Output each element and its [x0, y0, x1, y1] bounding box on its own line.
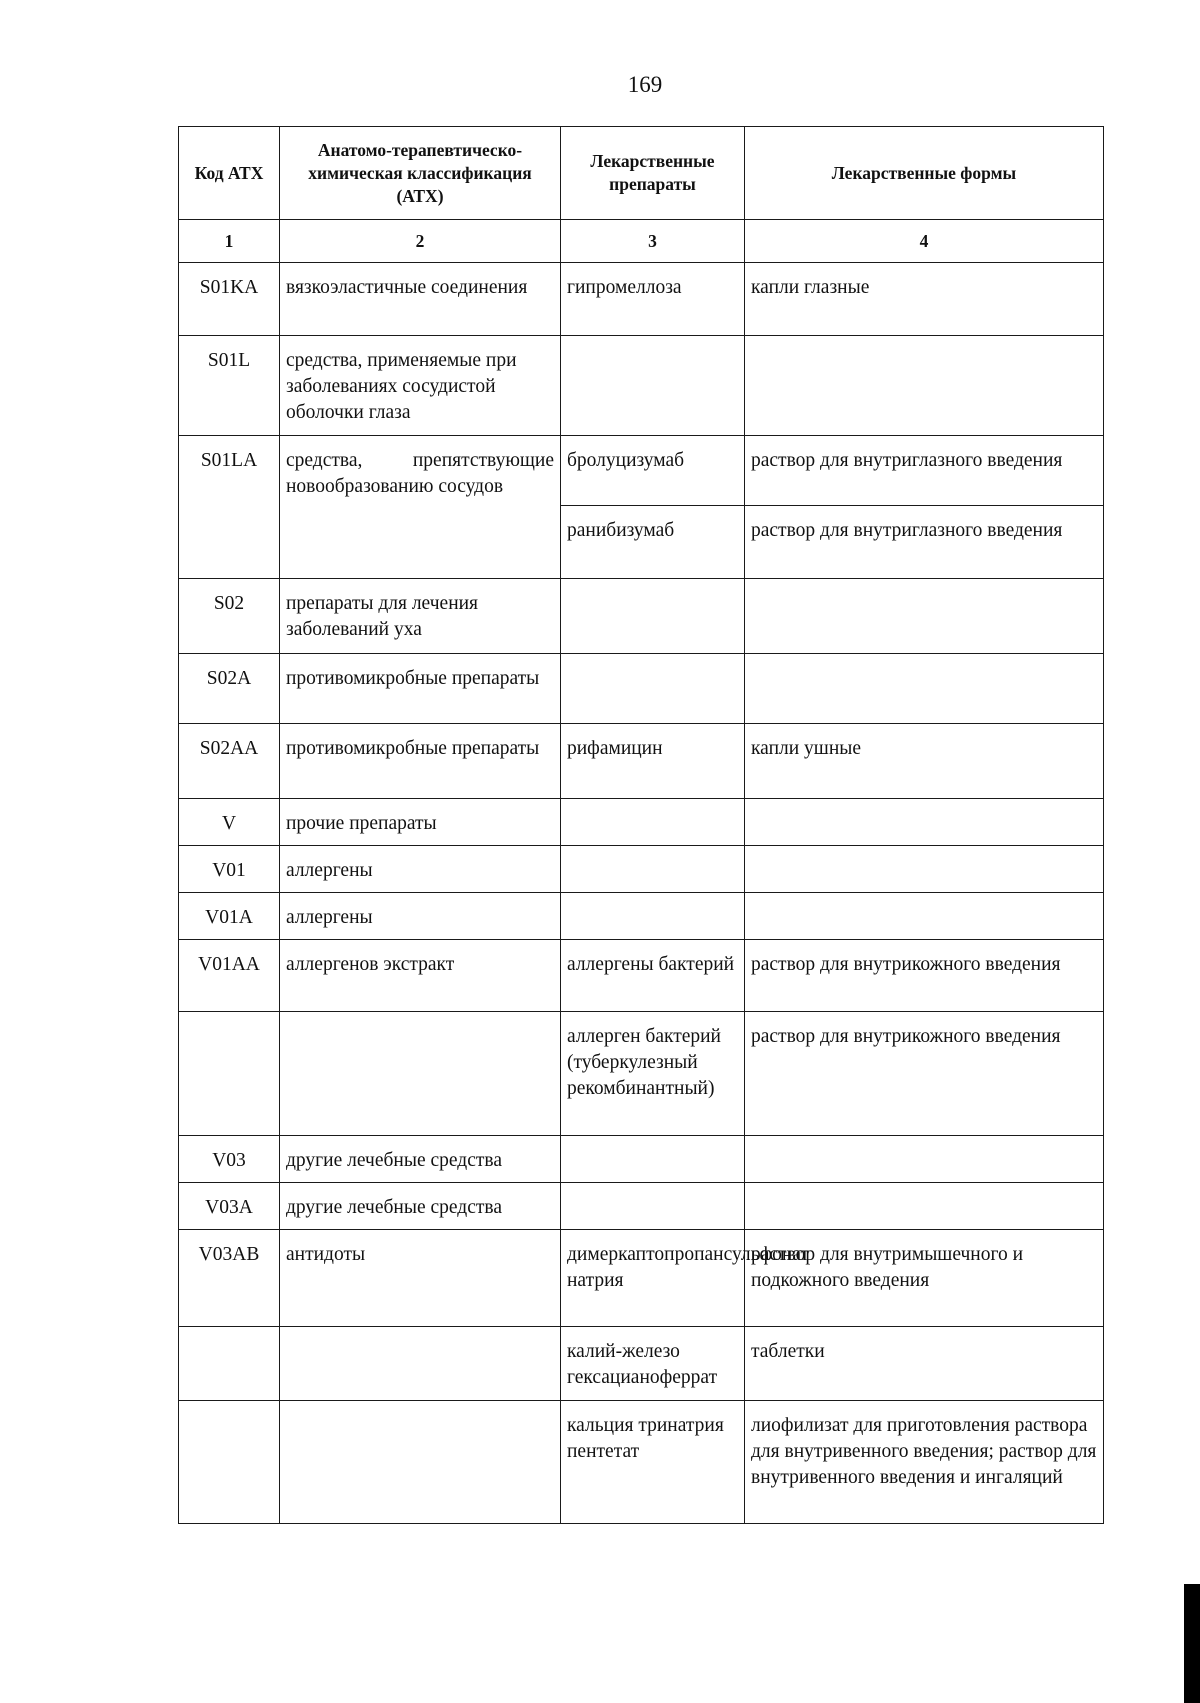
- classification-cell: средства, препятствующие новообразованию сосудов: [280, 436, 561, 579]
- atc-code-cell: V: [179, 799, 280, 846]
- drug-cell: гипромеллоза: [561, 263, 745, 336]
- table-row: [179, 724, 1104, 799]
- dosage-form-cell: раствор для внутримышечного и подкожного введения: [745, 1230, 1104, 1327]
- drug-cell: димеркаптопропансульфонат натрия: [561, 1230, 745, 1327]
- drug-cell: ранибизумаб: [561, 506, 745, 579]
- classification-cell: [280, 1401, 561, 1524]
- classification-cell: противомикробные препараты: [280, 724, 561, 799]
- drug-cell: [561, 846, 745, 893]
- dosage-form-cell: [745, 336, 1104, 436]
- table-row: [179, 1327, 1104, 1401]
- classification-cell: вязкоэластичные соединения: [280, 263, 561, 336]
- atc-code-cell: V01: [179, 846, 280, 893]
- atc-code-cell: S01KA: [179, 263, 280, 336]
- header-dosage-forms: Лекарственные формы: [745, 127, 1104, 220]
- header-atc-code: Код АТХ: [179, 127, 280, 220]
- drug-cell: [561, 579, 745, 654]
- classification-cell: антидоты: [280, 1230, 561, 1327]
- header-atc-classification: Анатомо-терапевтическо-химическая классификация (АТХ): [280, 127, 561, 220]
- drug-cell: [561, 336, 745, 436]
- column-number: 1: [179, 220, 280, 263]
- table-row: [179, 893, 1104, 940]
- atc-code-cell: S02: [179, 579, 280, 654]
- table-row: [179, 1012, 1104, 1136]
- table-row: [179, 654, 1104, 724]
- column-number: 4: [745, 220, 1104, 263]
- classification-cell: [280, 1012, 561, 1136]
- drug-cell: [561, 1136, 745, 1183]
- drug-cell: кальция тринатрия пентетат: [561, 1401, 745, 1524]
- dosage-form-cell: капли глазные: [745, 263, 1104, 336]
- drug-cell: бролуцизумаб: [561, 436, 745, 506]
- classification-cell: аллергенов экстракт: [280, 940, 561, 1012]
- atc-code-cell: [179, 1401, 280, 1524]
- dosage-form-cell: [745, 579, 1104, 654]
- page-number: 169: [627, 72, 663, 97]
- column-number: 2: [280, 220, 561, 263]
- atc-code-cell: V03AB: [179, 1230, 280, 1327]
- classification-cell: аллергены: [280, 893, 561, 940]
- atc-code-cell: S02A: [179, 654, 280, 724]
- table-row: [179, 846, 1104, 893]
- classification-cell: другие лечебные средства: [280, 1183, 561, 1230]
- table-row: [179, 1230, 1104, 1327]
- drug-cell: рифамицин: [561, 724, 745, 799]
- atc-code-cell: V03: [179, 1136, 280, 1183]
- atc-code-cell: V03A: [179, 1183, 280, 1230]
- atc-table: [178, 126, 1104, 1524]
- header-row: [179, 127, 1104, 220]
- atc-code-cell: S02AA: [179, 724, 280, 799]
- dosage-form-cell: [745, 654, 1104, 724]
- dosage-form-cell: таблетки: [745, 1327, 1104, 1401]
- classification-cell: средства, применяемые при заболеваниях сосудистой оболочки глаза: [280, 336, 561, 436]
- classification-cell: аллергены: [280, 846, 561, 893]
- drug-cell: [561, 799, 745, 846]
- classification-cell: прочие препараты: [280, 799, 561, 846]
- atc-code-cell: S01LA: [179, 436, 280, 579]
- table-row: [179, 1401, 1104, 1524]
- classification-cell: [280, 1327, 561, 1401]
- drug-cell: [561, 1183, 745, 1230]
- drug-cell: [561, 654, 745, 724]
- table-row: [179, 336, 1104, 436]
- dosage-form-cell: [745, 893, 1104, 940]
- atc-code-cell: [179, 1012, 280, 1136]
- dosage-form-cell: [745, 1183, 1104, 1230]
- table-row: [179, 940, 1104, 1012]
- dosage-form-cell: [745, 799, 1104, 846]
- dosage-form-cell: капли ушные: [745, 724, 1104, 799]
- table-row: [179, 579, 1104, 654]
- table-row: [179, 1183, 1104, 1230]
- dosage-form-cell: лиофилизат для приготовления раствора для внутривенного введения; раствор для внутривенного введения и ингаляций: [745, 1401, 1104, 1524]
- atc-code-cell: V01AA: [179, 940, 280, 1012]
- dosage-form-cell: раствор для внутрикожного введения: [745, 1012, 1104, 1136]
- dosage-form-cell: раствор для внутрикожного введения: [745, 940, 1104, 1012]
- column-number-row: [179, 220, 1104, 263]
- classification-cell: другие лечебные средства: [280, 1136, 561, 1183]
- drug-cell: калий-железо гексацианоферрат: [561, 1327, 745, 1401]
- atc-code-cell: S01L: [179, 336, 280, 436]
- classification-cell: противомикробные препараты: [280, 654, 561, 724]
- table-row: [179, 1136, 1104, 1183]
- scan-edge-mark: [1184, 1584, 1200, 1703]
- column-number: 3: [561, 220, 745, 263]
- table-row: [179, 436, 1104, 506]
- dosage-form-cell: раствор для внутриглазного введения: [745, 436, 1104, 506]
- dosage-form-cell: [745, 846, 1104, 893]
- classification-cell: препараты для лечения заболеваний уха: [280, 579, 561, 654]
- dosage-form-cell: [745, 1136, 1104, 1183]
- atc-code-cell: [179, 1327, 280, 1401]
- atc-code-cell: V01A: [179, 893, 280, 940]
- drug-cell: аллерген бактерий (туберкулезный рекомбинантный): [561, 1012, 745, 1136]
- table-row: [179, 263, 1104, 336]
- dosage-form-cell: раствор для внутриглазного введения: [745, 506, 1104, 579]
- table-row: [179, 799, 1104, 846]
- drug-cell: аллергены бактерий: [561, 940, 745, 1012]
- header-drugs: Лекарственные препараты: [561, 127, 745, 220]
- drug-cell: [561, 893, 745, 940]
